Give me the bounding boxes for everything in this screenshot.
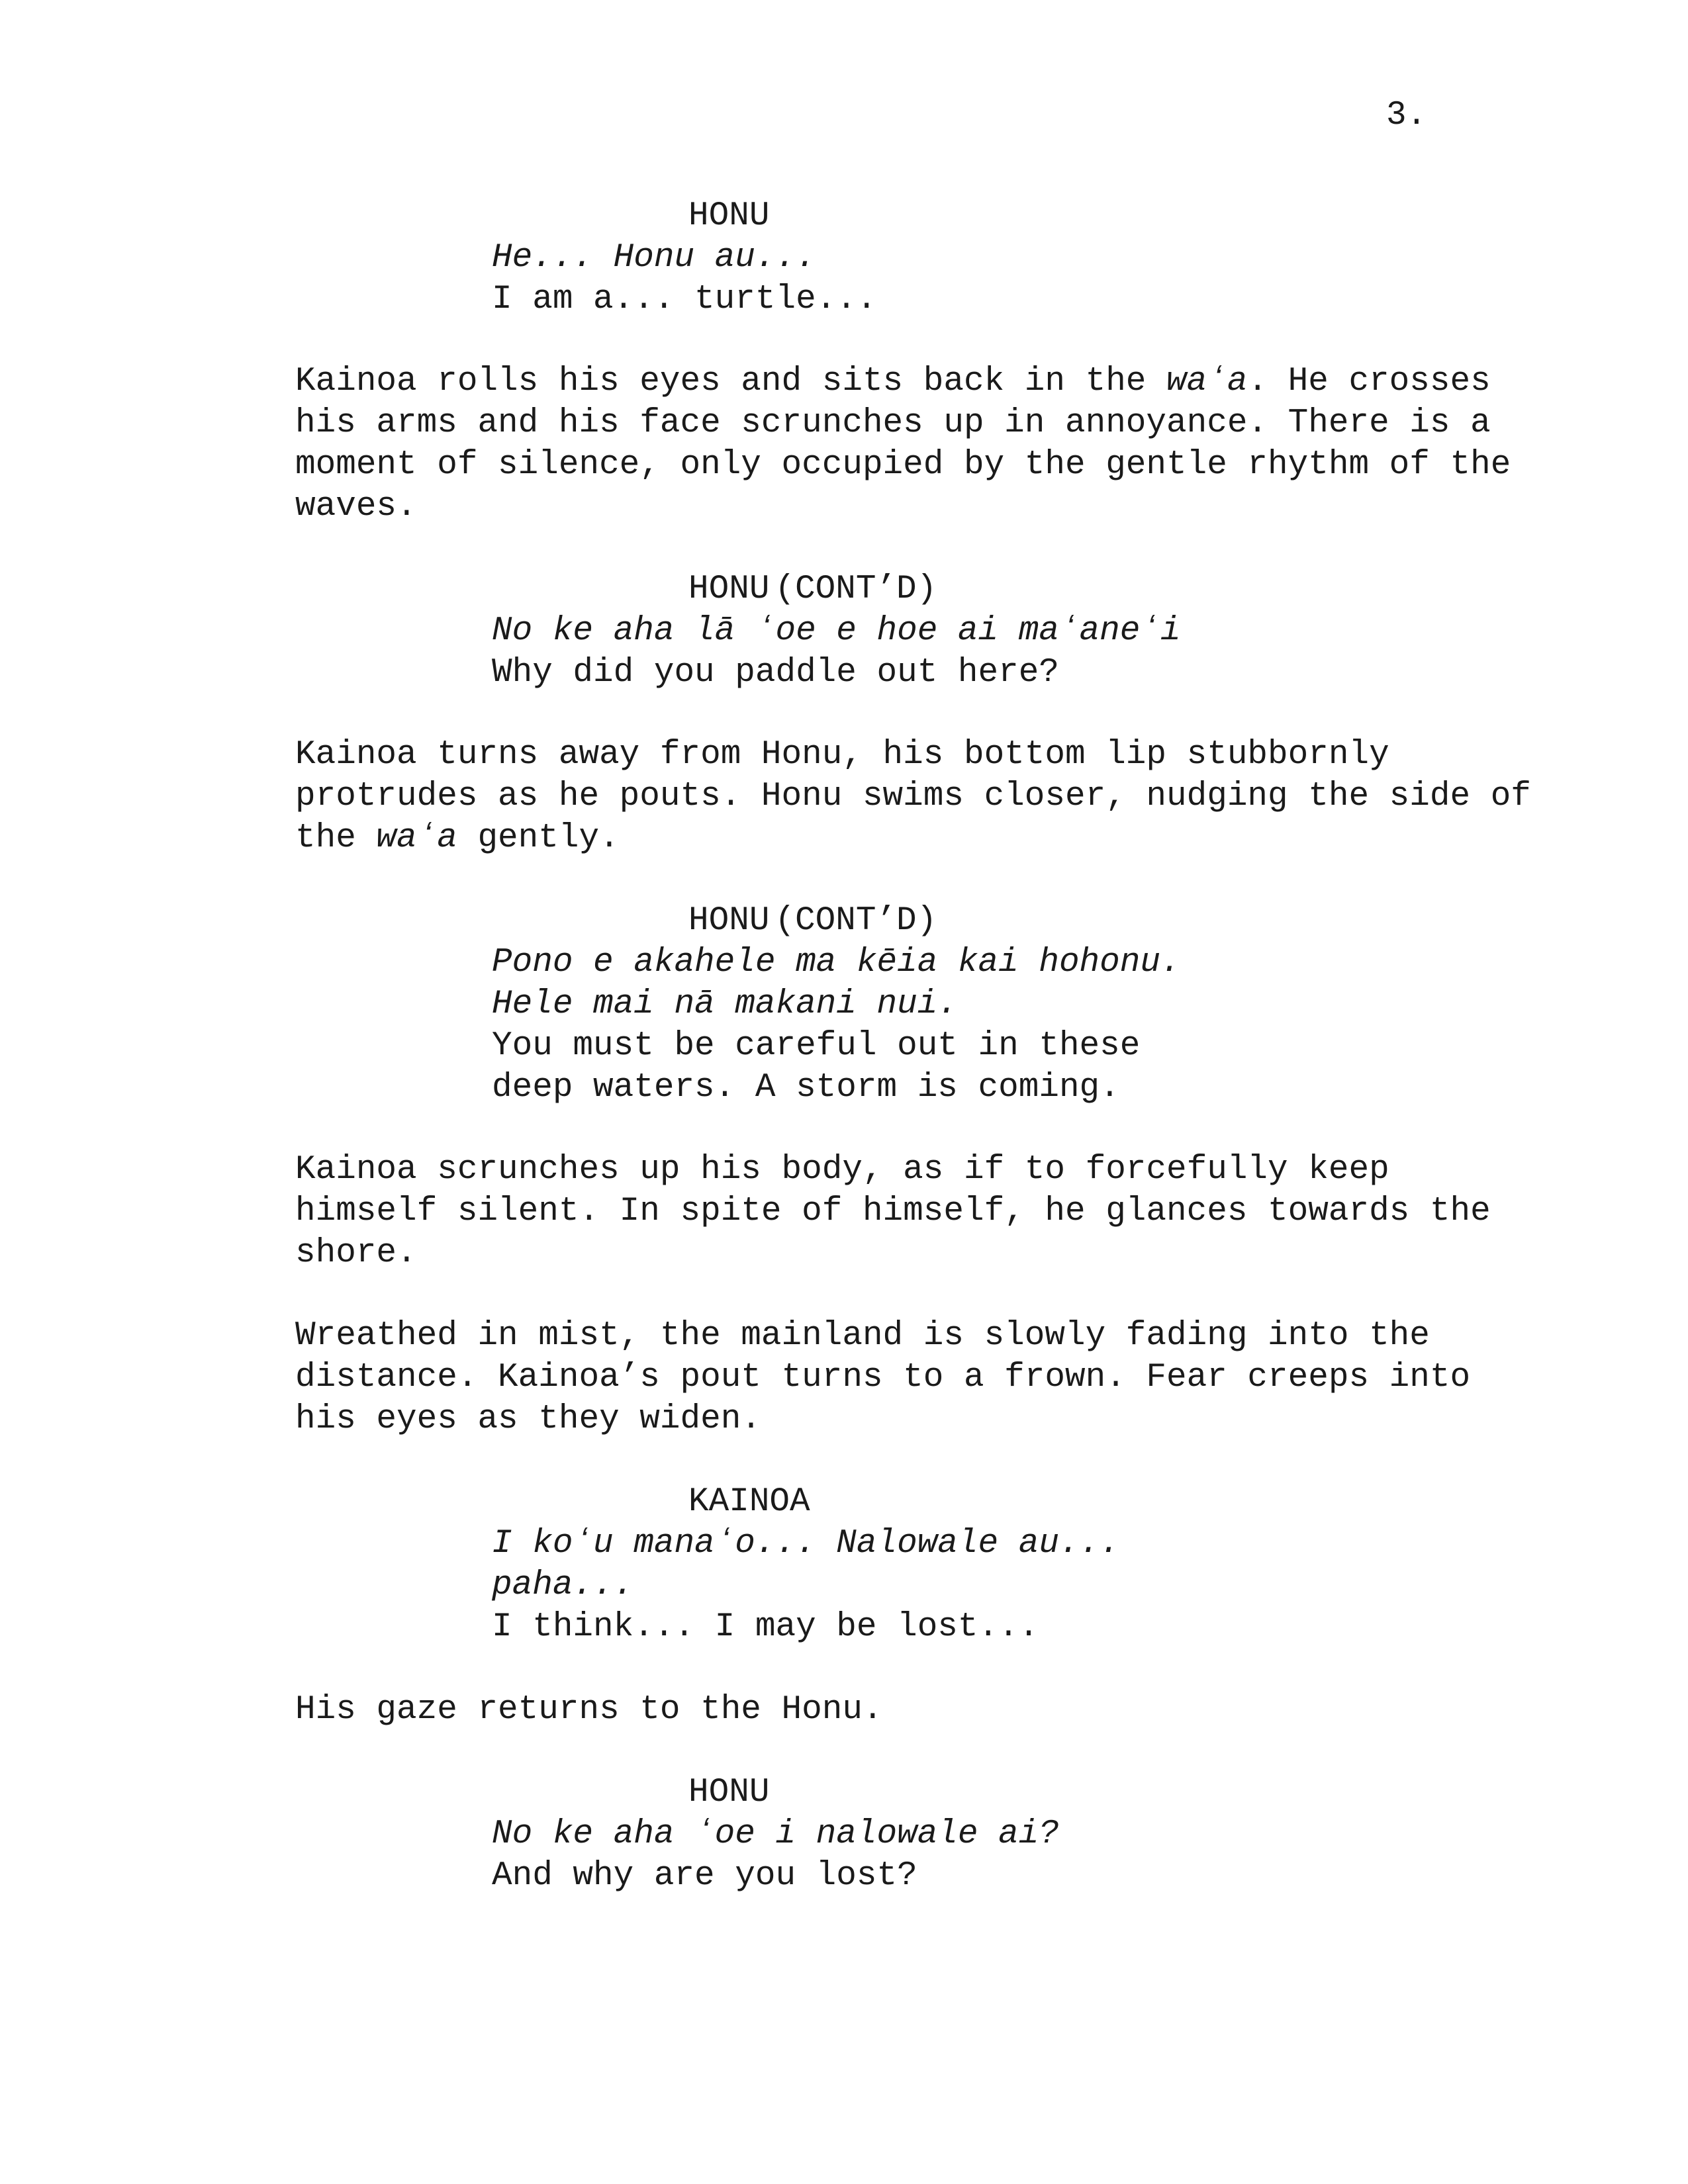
- character-extension: (CONT’D): [774, 902, 937, 940]
- dialogue-line-english: I am a... turtle...: [492, 281, 877, 318]
- character-name-text: HONU: [688, 197, 770, 235]
- action-text: . He crosses: [1247, 363, 1491, 400]
- action-line: His gaze returns to the Honu.: [295, 1691, 883, 1729]
- dialogue-line-english: Why did you paddle out here?: [492, 654, 1059, 692]
- action-line: his eyes as they widen.: [295, 1400, 761, 1438]
- action-line: [295, 361, 1491, 402]
- dialogue-line-english: deep waters. A storm is coming.: [492, 1069, 1120, 1107]
- action-line: [295, 817, 620, 859]
- character-name: [688, 195, 769, 237]
- action-emphasis: waʻa: [1166, 363, 1248, 400]
- character-name-text: HONU: [688, 902, 770, 940]
- action-line: Wreathed in mist, the mainland is slowly fading into the: [295, 1317, 1430, 1355]
- dialogue-line-hawaiian: No ke aha ʻoe i nalowale ai?: [492, 1815, 1059, 1853]
- action-line: Kainoa scrunches up his body, as if to forcefully keep: [295, 1151, 1389, 1189]
- action-text: the: [295, 819, 377, 857]
- dialogue-line-english: And why are you lost?: [492, 1857, 917, 1895]
- dialogue-line-hawaiian: Hele mai nā makani nui.: [492, 985, 958, 1023]
- action-line: his arms and his face scrunches up in annoyance. There is a: [295, 404, 1491, 442]
- action-line: moment of silence, only occupied by the gentle rhythm of the: [295, 446, 1511, 484]
- character-name: [688, 900, 937, 942]
- dialogue-line-english: I think... I may be lost...: [492, 1608, 1039, 1646]
- character-extension: (CONT’D): [774, 570, 937, 608]
- action-text: gently.: [457, 819, 620, 857]
- action-line: waves.: [295, 488, 417, 525]
- action-line: himself silent. In spite of himself, he glances towards the: [295, 1193, 1491, 1230]
- action-line: distance. Kainoa’s pout turns to a frown. Fear creeps into: [295, 1359, 1471, 1396]
- dialogue-line-hawaiian: I koʻu manaʻo... Nalowale au...: [492, 1525, 1120, 1563]
- character-name: [688, 1772, 769, 1813]
- action-line: shore.: [295, 1234, 417, 1272]
- dialogue-line-hawaiian: No ke aha lā ʻoe e hoe ai maʻaneʻi: [492, 612, 1181, 650]
- character-name: [688, 1481, 810, 1523]
- page-number: 3.: [1386, 97, 1427, 134]
- action-emphasis: waʻa: [376, 819, 457, 857]
- dialogue-line-hawaiian: He... Honu au...: [492, 239, 816, 277]
- character-name-text: HONU: [688, 1774, 770, 1811]
- dialogue-line-hawaiian: paha...: [492, 1567, 634, 1604]
- dialogue-line-hawaiian: Pono e akahele ma kēia kai hohonu.: [492, 944, 1181, 981]
- action-line: Kainoa turns away from Honu, his bottom lip stubbornly: [295, 736, 1389, 774]
- dialogue-line-english: You must be careful out in these: [492, 1027, 1141, 1065]
- action-text: Kainoa rolls his eyes and sits back in the: [295, 363, 1167, 400]
- character-name-text: HONU: [688, 570, 770, 608]
- character-name-text: KAINOA: [688, 1483, 810, 1521]
- character-name: [688, 569, 937, 610]
- action-line: protrudes as he pouts. Honu swims closer, nudging the side of: [295, 778, 1531, 815]
